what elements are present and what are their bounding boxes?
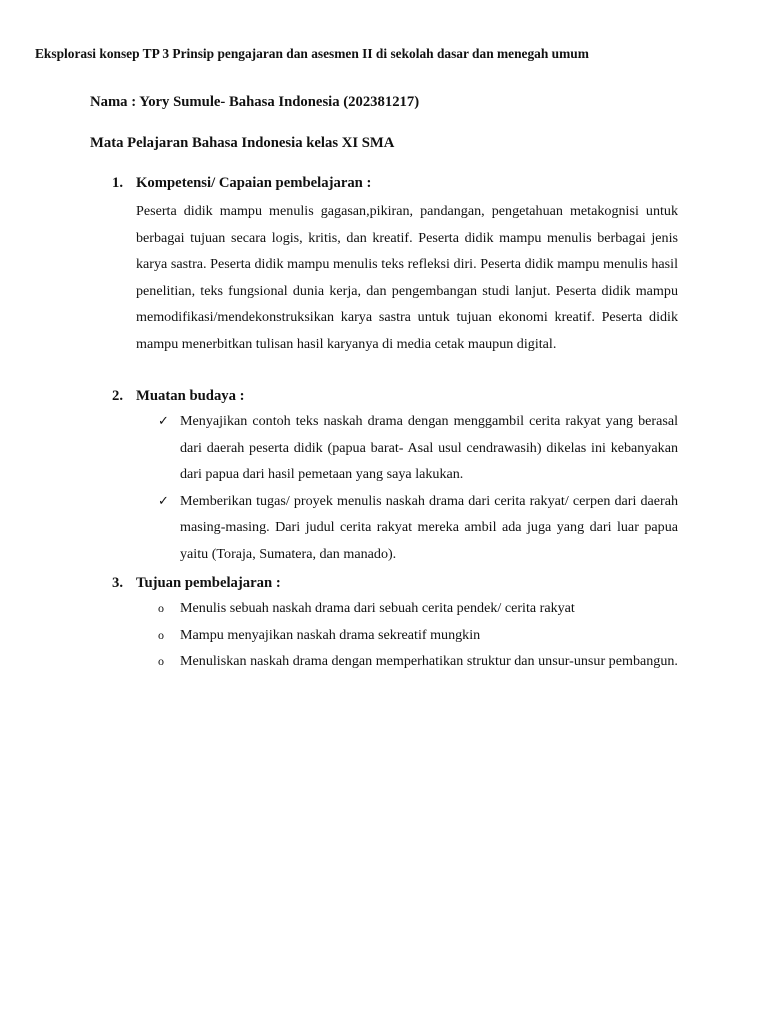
subject-line: Mata Pelajaran Bahasa Indonesia kelas XI SMA bbox=[90, 135, 395, 151]
list-item-text: Menuliskan naskah drama dengan memperhatikan struktur dan unsur-unsur pembangun. bbox=[180, 653, 678, 670]
list-item-text: Menyajikan contoh teks naskah drama dengan menggambil cerita rakyat yang berasal dari daerah peserta didik (papua barat- Asal usul cendrawasih) dikelas ini kebanyakan dari papua dari hasil pemetaan yang saya lakukan. bbox=[180, 413, 678, 483]
circle-bullet-icon: o bbox=[158, 654, 164, 669]
section-heading-text: Muatan budaya : bbox=[136, 388, 245, 404]
section-heading bbox=[112, 173, 678, 193]
learning-objectives-list bbox=[112, 595, 678, 675]
list-item bbox=[112, 488, 678, 568]
section-heading bbox=[112, 386, 678, 406]
section-competency bbox=[112, 173, 678, 358]
section-cultural-content bbox=[112, 386, 678, 568]
list-item-text: Mampu menyajikan naskah drama sekreatif mungkin bbox=[180, 626, 481, 643]
checkmark-icon: ✓ bbox=[158, 413, 169, 428]
section-heading bbox=[112, 573, 678, 593]
competency-paragraph: Peserta didik mampu menulis gagasan,pikiran, pandangan, pengetahuan metakognisi untuk berbagai tujuan secara logis, kritis, dan kreatif. Peserta didik mampu menulis berbagai jenis karya sastra. Peserta didik mampu menulis teks refleksi diri. Peserta didik mampu menulis hasil penelitian, teks fungsional dunia kerja, dan pengembangan studi lanjut. Peserta didik mampu memodifikasi/mendekonstruksikan karya sastra untuk tujuan ekonomi kreatif. Peserta didik mampu menerbitkan tulisan hasil karyanya di media cetak maupun digital. bbox=[136, 203, 678, 352]
list-item bbox=[112, 648, 678, 675]
author-name-line: Nama : Yory Sumule- Bahasa Indonesia (202381217) bbox=[90, 94, 420, 110]
section-learning-objectives bbox=[112, 573, 678, 675]
circle-bullet-icon: o bbox=[158, 627, 164, 642]
section-number: 2. bbox=[112, 388, 124, 404]
section-heading-text: Tujuan pembelajaran : bbox=[136, 575, 281, 591]
list-item bbox=[112, 622, 678, 649]
circle-bullet-icon: o bbox=[158, 601, 164, 615]
section-number: 3. bbox=[112, 575, 124, 591]
list-item-text: Memberikan tugas/ proyek menulis naskah drama dari cerita rakyat/ cerpen dari daerah masing-masing. Dari judul cerita rakyat mereka ambil ada juga yang dari luar papua yaitu (Toraja, Sumatera, dan manado). bbox=[180, 492, 678, 562]
cultural-content-list bbox=[112, 408, 678, 568]
checkmark-icon: ✓ bbox=[158, 492, 169, 508]
section-heading-text: Kompetensi/ Capaian pembelajaran : bbox=[136, 175, 372, 191]
section-number: 1. bbox=[112, 175, 124, 191]
document-title: Eksplorasi konsep TP 3 Prinsip pengajaran dan asesmen II di sekolah dasar dan menegah umum bbox=[35, 46, 589, 61]
list-item-text: Menulis sebuah naskah drama dari sebuah cerita pendek/ cerita rakyat bbox=[180, 600, 575, 616]
list-item bbox=[112, 595, 678, 622]
list-item bbox=[112, 408, 678, 488]
